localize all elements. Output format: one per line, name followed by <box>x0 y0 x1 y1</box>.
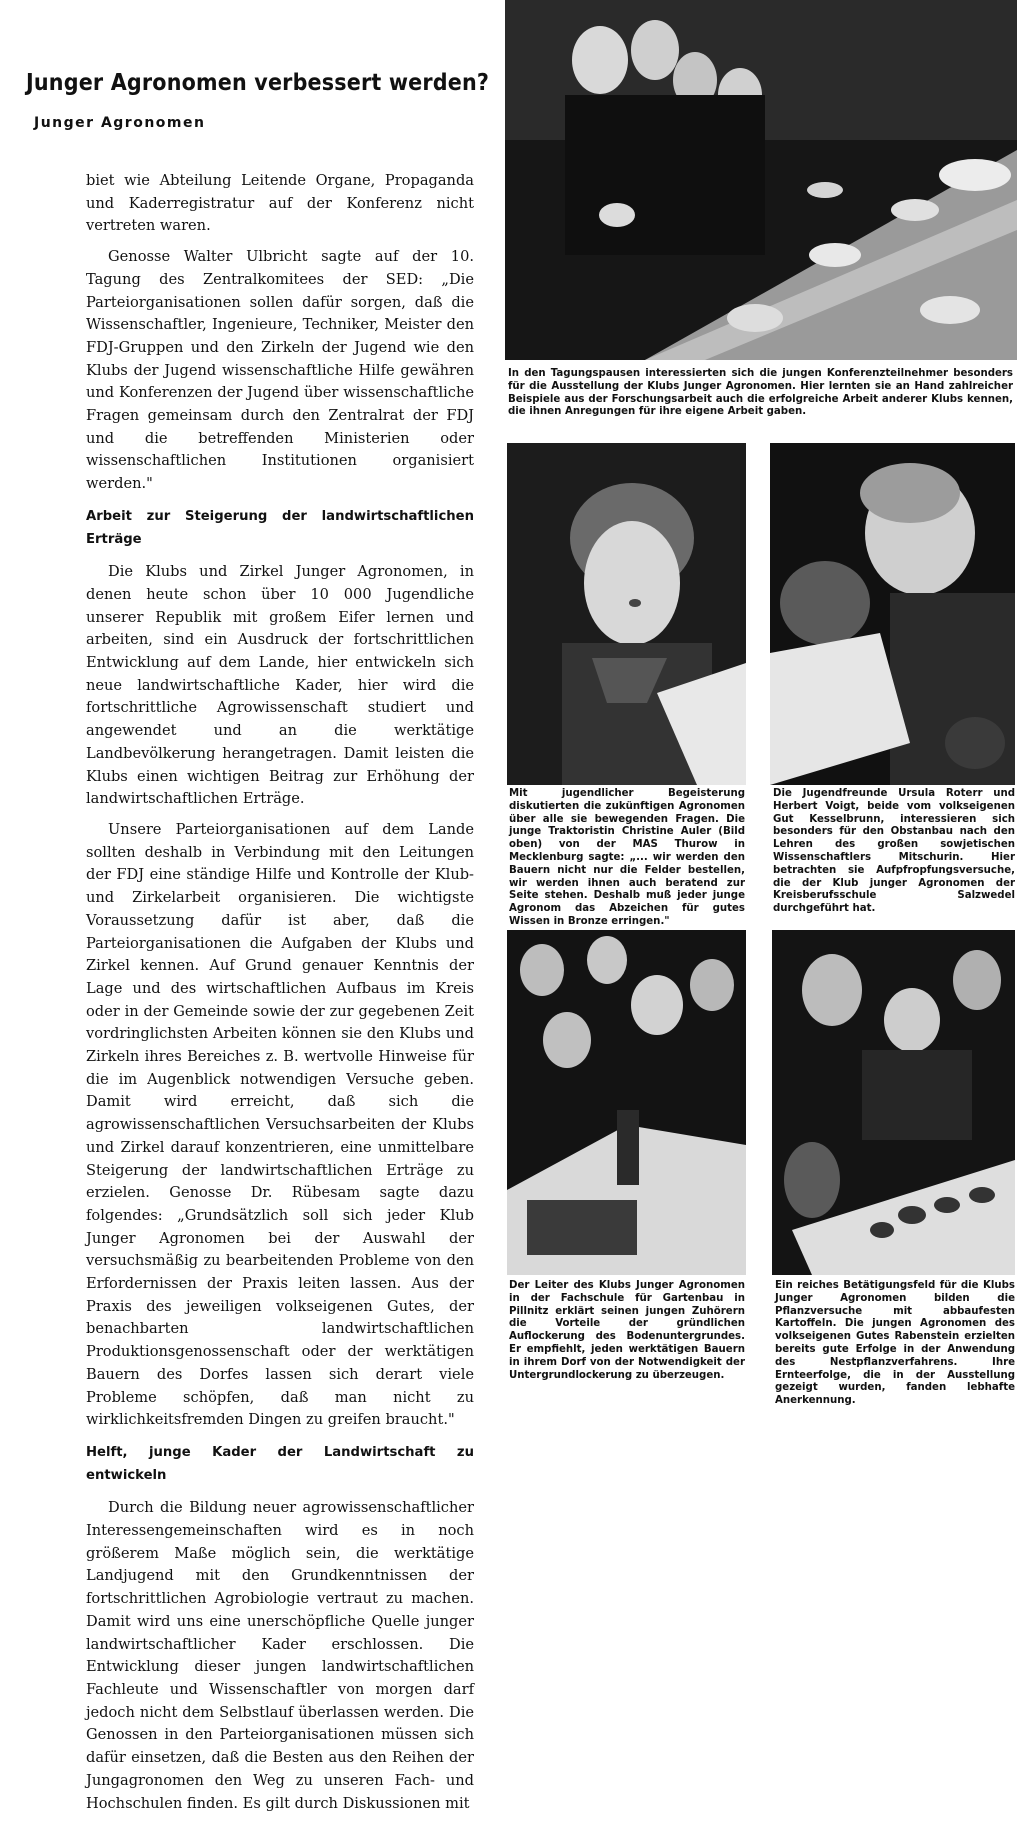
photo-potato-experiments-graphic <box>772 930 1015 1275</box>
caption-tractor-driver: Mit jugendlicher Begeisterung diskutierten die zukünftigen Agronomen über alle sie bewegenden Fragen. Die junge Traktoristin Christine Auler (Bild oben) von der MAS Thurow in Mecklenburg sagte: „... wir werden den Bauern nicht nur die Felder bestellen, wir werden ihnen auch beratend zur Seite stehen. Deshalb muß jeder junge Agronom das Abzeichen für gutes Wissen in Bronze erringen." <box>509 788 745 927</box>
body-paragraph: Genosse Walter Ulbricht sagte auf der 10. Tagung des Zentralkomitees der SED: „Die Parteiorganisationen sollen dafür sorgen, daß die Wissenschaftler, Ingenieure, Techniker, Meister den FDJ-Gruppen und den Zirkeln der Jugend wie den Klubs der Jugend wissenschaftliche Hilfe gewähren und Konferenzen der Jugend über wissenschaftliche Fragen gemeinsam durch den Zentralrat der FDJ und die betreffenden Ministerien oder wissenschaftlichen Institutionen organisiert werden." <box>86 248 474 493</box>
caption-exhibition: In den Tagungspausen interessierten sich die jungen Konferenzteilnehmer besonders für die Ausstellung der Klubs Junger Agronomen. Hier lernten sie an Hand zahlreicher Beispiele aus der Forschungsarbeit auch die erfolgreiche Arbeit anderer Klubs kennen, die ihnen Anregungen für ihre eigene Arbeit gaben. <box>508 368 1013 418</box>
photo-young-tractor-driver <box>507 443 746 785</box>
body-paragraph: Unsere Parteiorganisationen auf dem Lande sollten deshalb in Verbindung mit den Leitungen der FDJ eine ständige Hilfe und Kontrolle der Klub- und Zirkelarbeit organisieren. Die wichtigste Voraussetzung dafür ist aber, daß die Parteiorganisationen die Aufgaben der Klubs und Zirkel kennen. Auf Grund genauer Kenntnis der Lage und des wirtschaftlichen Aufbaus im Kreis oder in der Gemeinde sowie der zur gegebenen Zeit vordringlichsten Arbeiten können sie den Klubs und Zirkeln ihres Bereiches z. B. wertvolle Hinweise für die im Augenblick notwendigen Versuche geben. Damit wird erreicht, daß sich die agrowissenschaftlichen Versuchsarbeiten der Klubs und Zirkel darauf konzentrieren, eine unmittelbare Steigerung der landwirtschaftlichen Erträge zu erzielen. Genosse Dr. Rübesam sagte dazu folgendes: „Grundsätzlich soll sich jeder Klub Junger Agronomen bei der Auswahl der versuchsmäßig zu bearbeitenden Probleme von den Erfordernissen der Praxis leiten lassen. Aus der Praxis des jeweiligen volkseigenen Gutes, der benachbarten landwirtschaftlichen Produktionsgenossenschaft oder der werktätigen Bauern des Dorfes lassen sich derart viele Probleme schöpfen, daß man nicht zu wirklichkeitsfremden Dingen zu greifen braucht." <box>86 820 474 1429</box>
article-body <box>86 170 474 1823</box>
body-paragraph: Durch die Bildung neuer agrowissenschaftlicher Interessengemeinschaften wird es in noch größerem Maße möglich sein, die werktätige Landjugend mit den Grundkenntnissen der fortschrittlichen Agrobiologie vertraut zu machen. Damit wird uns eine unerschöpfliche Quelle junger landwirtschaftlicher Kader erschlossen. Die Entwicklung dieser jungen landwirtschaftlichen Fachleute und Wissenschaftler von morgen darf jedoch nicht dem Selbstlauf überlassen werden. Die Genossen in den Parteiorganisationen müssen sich dafür einsetzen, daß die Besten aus den Reihen der Jungagronomen den Weg zu unseren Fach- und Hochschulen finden. Es gilt durch Diskussionen mit <box>86 1499 474 1812</box>
photo-potato-experiments <box>772 930 1015 1275</box>
photo-young-tractor-driver-graphic <box>507 443 746 785</box>
article-headline: Junger Agronomen verbessert werden? <box>26 70 490 96</box>
caption-soil-loosening: Der Leiter des Klubs Junger Agronomen in der Fachschule für Gartenbau in Pillnitz erklärt seinen jungen Zuhörern die Vorteile der gründlichen Auflockerung des Bodenuntergrundes. Er empfiehlt, jeden werktätigen Bauern in ihrem Dorf von der Notwendigkeit der Untergrundlockerung zu überzeugen. <box>509 1280 745 1381</box>
body-paragraph: Die Klubs und Zirkel Junger Agronomen, in denen heute schon über 10 000 Jugendliche unserer Republik mit großem Eifer lernen und arbeiten, sind ein Ausdruck der fortschrittlichen Entwicklung auf dem Lande, hier entwickeln sich neue landwirtschaftliche Kader, hier wird die fortschrittliche Agrowissenschaft studiert und angewendet und an die werktätige Landbevölkerung herangetragen. Damit leisten die Klubs einen wichtigen Beitrag zur Erhöhung der landwirtschaftlichen Erträge. <box>86 563 474 808</box>
article-subheadline: Junger Agronomen <box>34 115 206 131</box>
photo-soil-loosening <box>507 930 746 1275</box>
photo-grafting-experiments <box>770 443 1015 785</box>
photo-soil-loosening-graphic <box>507 930 746 1275</box>
photo-exhibition-visitors <box>505 0 1017 360</box>
photo-exhibition-visitors-graphic <box>505 0 1017 360</box>
photo-grafting-experiments-graphic <box>770 443 1015 785</box>
section-heading: Helft, junge Kader der Landwirtschaft zu entwickeln <box>86 1444 474 1483</box>
section-heading: Arbeit zur Steigerung der landwirtschaftlichen Erträge <box>86 508 474 547</box>
caption-grafting: Die Jugendfreunde Ursula Roterr und Herbert Voigt, beide vom volkseigenen Gut Kesselbrunn, interessieren sich besonders für den Obstanbau nach den Lehren des großen sowjetischen Wissenschaftlers Mitschurin. Hier betrachten sie Aufpfropfungsversuche, die der Klub junger Agronomen der Kreisberufsschule Salzwedel durchgeführt hat. <box>773 788 1015 915</box>
body-paragraph: biet wie Abteilung Leitende Organe, Propaganda und Kaderregistratur auf der Konferenz nicht vertreten waren. <box>86 172 474 235</box>
caption-potato-experiments: Ein reiches Betätigungsfeld für die Klubs Junger Agronomen bilden die Pflanzversuche mit abbaufesten Kartoffeln. Die jungen Agronomen des volkseigenen Gutes Rabenstein erzielten bereits gute Erfolge in der Anwendung des Nestpflanzverfahrens. Ihre Ernteerfolge, die in der Ausstellung gezeigt wurden, fanden lebhafte Anerkennung. <box>775 1280 1015 1407</box>
